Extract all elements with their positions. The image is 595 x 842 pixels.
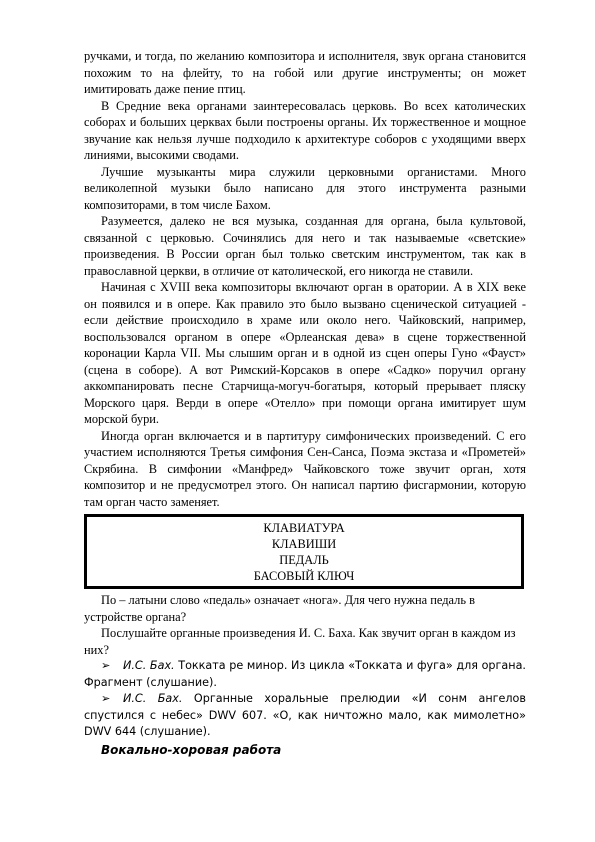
paragraph-organ-imitation: ручками, и тогда, по желанию композитора и исполнителя, звук органа становится похожим то на флейту, то на гобой или другие инструменты; он может имитировать даже пение птиц. [84,49,526,96]
paragraph-opera: Начиная с XVIII века композиторы включают орган в оратории. А в XIX веке он появился и в опере. Как правило это было вызвано сценической ситуацией - если действие происходило в храме или около него. Чайковский, например, воспользовался органом в опере «Орлеанская дева» в сцене торжественной коронации Карла VII. Мы слышим орган и в одной из сцен оперы Гуно «Фауст» (сцена в соборе). А вот Римский-Корсаков в опере «Садко» поручил органу аккомпанировать песне Старчища-могуч-богатыря, который прерывает пляску Морского царя. Верди в опере «Отелло» при помощи органа имитирует шум морской бури. [84,280,526,426]
listening-author: И.С. Бах. [123,692,183,705]
listening-title: Токката ре минор. Из цикла «Токката и фуга» для органа. Фрагмент (слушание). [84,659,526,689]
listening-list [84,658,526,741]
term-pedal: ПЕДАЛЬ [279,553,329,567]
paragraph-symphonic: Иногда орган включается и в партитуру симфонических произведений. С его участием исполняются Третья симфония Сен-Санса, Поэма экстаза и «Прометей» Скрябина. В симфонии «Манфред» Чайковского тоже звучит орган, хотя композитор и не предусмотрел этого. Он написал партию фисгармонии, которую там орган часто заменяет. [84,428,526,509]
listening-item [84,658,526,691]
question-listen: Послушайте органные произведения И. С. Баха. Как звучит орган в каждом из них? [84,626,516,657]
paragraph-middle-ages: В Средние века органами заинтересовалась церковь. Во всех католических соборах и больших церквах были построены органы. Их торжественное и мощное звучание как нельзя лучше подходило к архитектуре соборов с уходящими вверх линиями, высокими сводами. [84,98,526,162]
paragraph-church-organists: Лучшие музыканты мира служили церковными органистами. Много великолепной музыки было написано для этого инструмента разными композиторами, в том числе Бахом. [84,164,526,212]
terms-box [84,514,524,589]
listening-author: И.С. Бах. [123,659,175,672]
arrow-bullet-icon: ➢ [101,692,111,705]
term-keys: КЛАВИШИ [271,537,337,551]
term-keyboard: КЛАВИАТУРА [263,521,345,535]
term-bass-clef: БАСОВЫЙ КЛЮЧ [253,569,355,583]
document-page [84,48,526,758]
paragraph-secular-music: Разумеется, далеко не вся музыка, созданная для органа, была культовой, связанной с церковью. Сочинялись для него и так называемые «светские» произведения. В России орган был только светским инструментом, так как в православной церкви, в отличие от католической, его никогда не ставили. [84,214,526,278]
listening-title: Органные хоральные прелюдии «И сонм ангелов спустился с небес» DWV 607. «О, как ничтожно мало, как мимолетно» DWV 644 (слушание). [84,692,526,738]
arrow-bullet-icon: ➢ [101,659,111,672]
section-heading: Вокально-хоровая работа [101,742,282,757]
listening-item [84,691,526,741]
question-pedal: По – латыни слово «педаль» означает «нога». Для чего нужна педаль в устройстве органа? [84,593,475,624]
